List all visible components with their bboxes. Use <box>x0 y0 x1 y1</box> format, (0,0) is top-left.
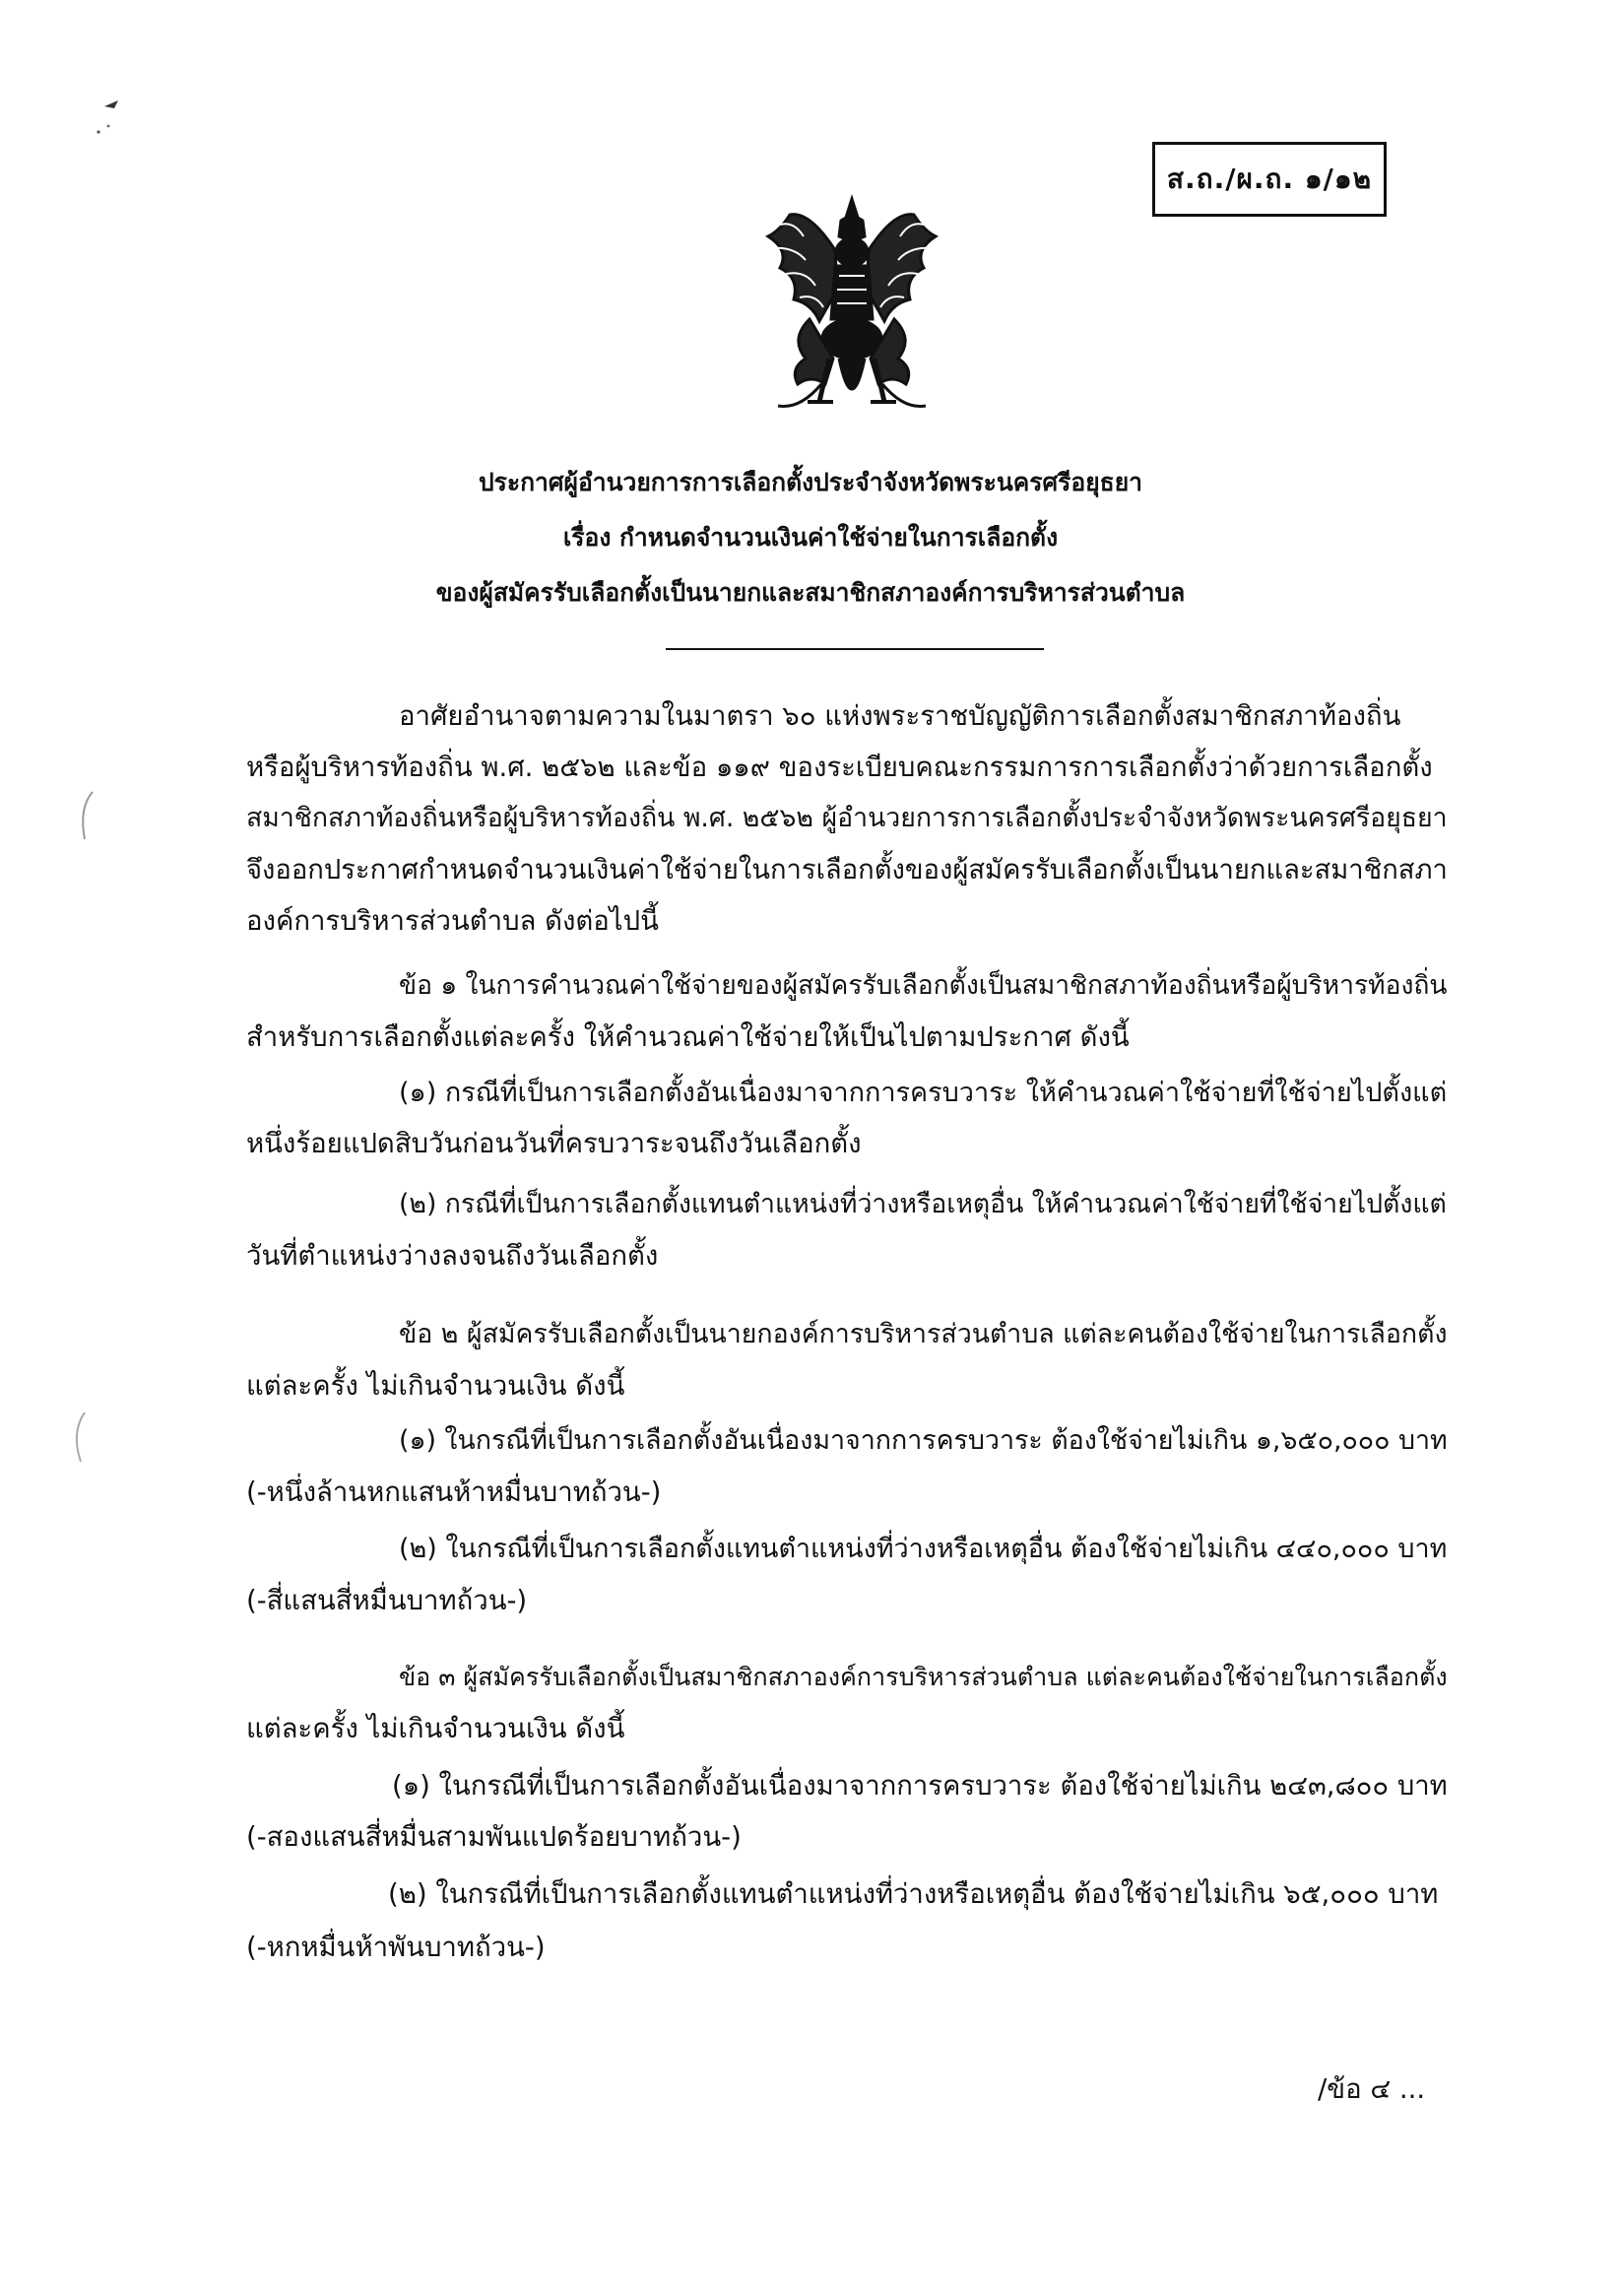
garuda-emblem-icon <box>750 191 953 424</box>
clause-3-item-2-words: (-หกหมื่นห้าพันบาทถ้วน-) <box>246 1932 546 1963</box>
clause-1-item-1: (๑) กรณีที่เป็นการเลือกตั้งอันเนื่องมาจากการครบวาระ ให้คำนวณค่าใช้จ่ายที่ใช้จ่ายไปตั้งแต่ <box>399 1078 1448 1108</box>
clause-3-item-1-words: (-สองแสนสี่หมื่นสามพันแปดร้อยบาทถ้วน-) <box>246 1821 742 1853</box>
clause-2-line: ข้อ ๒ ผู้สมัครรับเลือกตั้งเป็นนายกองค์การบริหารส่วนตำบล แต่ละคนต้องใช้จ่ายในการเลือกตั้ง <box>399 1319 1448 1349</box>
document-code: ส.ถ./ผ.ถ. ๑/๑๒ <box>1166 163 1373 195</box>
scan-mark-left-2 <box>67 1409 91 1468</box>
clause-1-item-2: (๒) กรณีที่เป็นการเลือกตั้งแทนตำแหน่งที่ว่างหรือเหตุอื่น ให้คำนวณค่าใช้จ่ายที่ใช้จ่ายไปตั้งแต่ <box>399 1189 1447 1219</box>
preamble-line: สมาชิกสภาท้องถิ่นหรือผู้บริหารท้องถิ่น พ.ศ. ๒๕๖๒ ผู้อำนวยการการเลือกตั้งประจำจังหวัดพระนครศรีอยุธยา <box>246 803 1448 833</box>
clause-1-line: สำหรับการเลือกตั้งแต่ละครั้ง ให้คำนวณค่าใช้จ่ายให้เป็นไปตามประกาศ ดังนี้ <box>246 1021 1130 1053</box>
announcement-title: ประกาศผู้อำนวยการการเลือกตั้งประจำจังหวัดพระนครศรีอยุธยา <box>478 468 1142 496</box>
clause-3-item-2: (๒) ในกรณีที่เป็นการเลือกตั้งแทนตำแหน่งที่ว่างหรือเหตุอื่น ต้องใช้จ่ายไม่เกิน ๖๕,๐๐๐ บาท <box>388 1878 1439 1910</box>
clause-1-item-1-cont: หนึ่งร้อยแปดสิบวันก่อนวันที่ครบวาระจนถึงวันเลือกตั้ง <box>246 1128 862 1159</box>
clause-2-item-1-words: (-หนึ่งล้านหกแสนห้าหมื่นบาทถ้วน-) <box>246 1476 662 1508</box>
title-divider <box>666 648 1044 650</box>
preamble-line: อาศัยอำนาจตามความในมาตรา ๖๐ แห่งพระราชบัญญัติการเลือกตั้งสมาชิกสภาท้องถิ่น <box>399 700 1401 732</box>
clause-1-line: ข้อ ๑ ในการคำนวณค่าใช้จ่ายของผู้สมัครรับเลือกตั้งเป็นสมาชิกสภาท้องถิ่นหรือผู้บริหารท้องถิ่น <box>399 970 1448 1001</box>
document-code-box <box>1152 142 1387 217</box>
clause-2-item-2-words: (-สี่แสนสี่หมื่นบาทถ้วน-) <box>246 1585 528 1616</box>
continuation-marker: /ข้อ ๔ ... <box>1318 2073 1426 2105</box>
announcement-subject-cont: ของผู้สมัครรับเลือกตั้งเป็นนายกและสมาชิกสภาองค์การบริหารส่วนตำบล <box>435 578 1186 607</box>
scan-speck <box>91 91 130 150</box>
clause-3-line: ข้อ ๓ ผู้สมัครรับเลือกตั้งเป็นสมาชิกสภาองค์การบริหารส่วนตำบล แต่ละคนต้องใช้จ่ายในการเลือกตั้ง <box>399 1663 1448 1691</box>
preamble-line: จึงออกประกาศกำหนดจำนวนเงินค่าใช้จ่ายในการเลือกตั้งของผู้สมัครรับเลือกตั้งเป็นนายกและสมาชิกสภา <box>246 855 1448 886</box>
clause-2-item-2: (๒) ในกรณีที่เป็นการเลือกตั้งแทนตำแหน่งที่ว่างหรือเหตุอื่น ต้องใช้จ่ายไม่เกิน ๔๔๐,๐๐๐ บาท <box>399 1534 1448 1564</box>
clause-1-item-2-cont: วันที่ตำแหน่งว่างลงจนถึงวันเลือกตั้ง <box>246 1240 659 1272</box>
scan-mark-left <box>75 788 98 847</box>
clause-2-item-1: (๑) ในกรณีที่เป็นการเลือกตั้งอันเนื่องมาจากการครบวาระ ต้องใช้จ่ายไม่เกิน ๑,๖๕๐,๐๐๐ บาท <box>399 1425 1448 1456</box>
announcement-subject: เรื่อง กำหนดจำนวนเงินค่าใช้จ่ายในการเลือกตั้ง <box>562 523 1059 552</box>
preamble-line: หรือผู้บริหารท้องถิ่น พ.ศ. ๒๕๖๒ และข้อ ๑๑๙ ของระเบียบคณะกรรมการการเลือกตั้งว่าด้วยการเลือกตั้ง <box>246 752 1433 783</box>
clause-3-line: แต่ละครั้ง ไม่เกินจำนวนเงิน ดังนี้ <box>246 1713 625 1744</box>
clause-3-item-1: (๑) ในกรณีที่เป็นการเลือกตั้งอันเนื่องมาจากการครบวาระ ต้องใช้จ่ายไม่เกิน ๒๔๓,๘๐๐ บาท <box>392 1771 1448 1802</box>
clause-2-line: แต่ละครั้ง ไม่เกินจำนวนเงิน ดังนี้ <box>246 1370 625 1402</box>
preamble-line: องค์การบริหารส่วนตำบล ดังต่อไปนี้ <box>246 905 659 937</box>
